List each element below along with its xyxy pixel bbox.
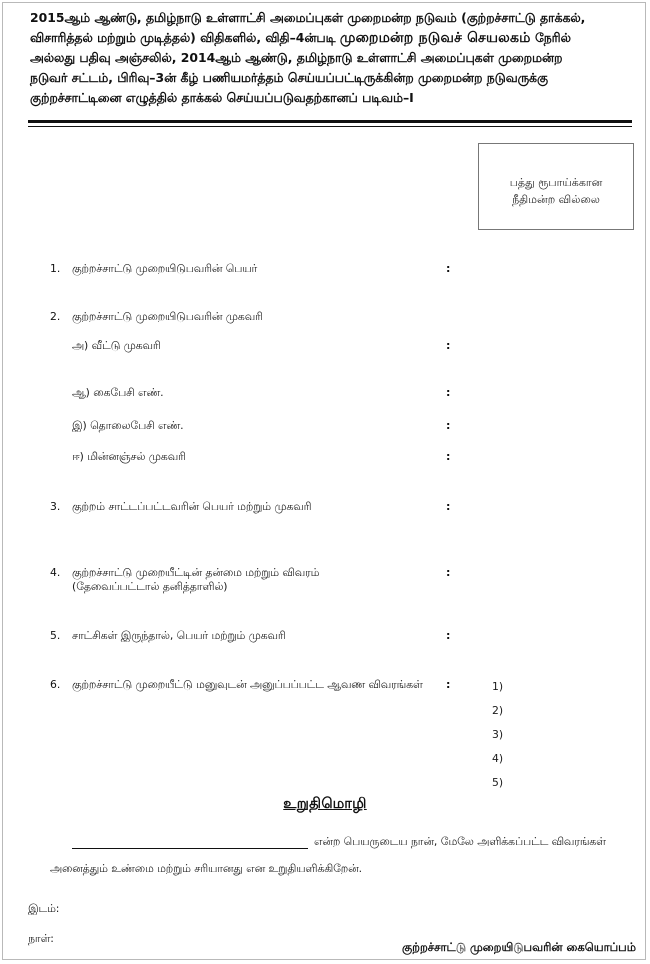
header-line-2: விசாரித்தல் மற்றும் முடித்தல்) விதிகளில், விதி–4ன்படி bbox=[30, 30, 336, 45]
header-line-1: 2015ஆம் ஆண்டு, தமிழ்நாடு உள்ளாட்சி அமைப்புகள் முறைமன்ற நடுவம் (குற்றச்சாட்டு தாக்கல், bbox=[30, 10, 586, 25]
doc-item-1: 1) bbox=[492, 680, 504, 693]
field-5-colon: : bbox=[446, 629, 451, 642]
field-4-label: குற்றச்சாட்டு முறையீட்டின் தன்மை மற்றும் விவரம் bbox=[72, 566, 320, 579]
field-2a-colon: : bbox=[446, 339, 451, 352]
stamp-line-2: நீதிமன்ற வில்லை bbox=[512, 193, 600, 206]
doc-item-3: 3) bbox=[492, 728, 504, 741]
doc-item-5: 5) bbox=[492, 776, 504, 789]
place-label: இடம்: bbox=[28, 902, 60, 915]
field-2d-colon: : bbox=[446, 450, 451, 463]
doc-item-2: 2) bbox=[492, 704, 504, 717]
field-2b-label: ஆ) கைபேசி எண். bbox=[72, 386, 164, 399]
field-2-number: 2. bbox=[50, 310, 61, 323]
header-line-2-tail: நேரில் bbox=[534, 30, 571, 45]
name-blank-line[interactable] bbox=[72, 848, 308, 849]
field-5-label: சாட்சிகள் இருந்தால், பெயர் மற்றும் முகவரி bbox=[72, 629, 286, 642]
court-stamp-box bbox=[478, 143, 634, 230]
field-2-label: குற்றச்சாட்டு முறையிடுபவரின் முகவரி bbox=[72, 310, 263, 323]
header-line-4: நடுவர் சட்டம், பிரிவு–3ன் கீழ் பணியமர்த்தம் செய்யப்பட்டிருக்கின்ற முறைமன்ற நடுவருக்கு bbox=[30, 70, 548, 85]
field-3-number: 3. bbox=[50, 500, 61, 513]
field-4-colon: : bbox=[446, 566, 451, 579]
field-4-sublabel: (தேவைப்பட்டால் தனித்தாளில்) bbox=[72, 580, 228, 593]
field-4-number: 4. bbox=[50, 566, 61, 579]
field-3-colon: : bbox=[446, 500, 451, 513]
declaration-line-1: என்ற பெயருடைய நான், மேலே அளிக்கப்பட்ட விவரங்கள் bbox=[314, 835, 606, 848]
field-2c-label: இ) தொலைபேசி எண். bbox=[72, 419, 184, 432]
header-highlight: முறைமன்ற நடுவச் செயலகம் bbox=[339, 30, 531, 46]
form-header bbox=[30, 8, 630, 108]
field-2d-label: ஈ) மின்னஞ்சல் முகவரி bbox=[72, 450, 186, 463]
date-label: நாள்: bbox=[28, 932, 54, 945]
signature-label: குற்றச்சாட்டு முறையிடுபவரின் கையொப்பம் bbox=[402, 940, 636, 954]
field-6-number: 6. bbox=[50, 678, 61, 691]
field-2c-colon: : bbox=[446, 419, 451, 432]
declaration-line-2: அனைத்தும் உண்மை மற்றும் சரியானது என உறுதியளிக்கிறேன். bbox=[50, 862, 363, 875]
header-rule-thin bbox=[28, 126, 632, 127]
header-rule-thick bbox=[28, 120, 632, 123]
declaration-title: உறுதிமொழி bbox=[283, 796, 367, 812]
field-2a-label: அ) வீட்டு முகவரி bbox=[72, 339, 161, 352]
doc-item-4: 4) bbox=[492, 752, 504, 765]
field-2b-colon: : bbox=[446, 386, 451, 399]
field-6-colon: : bbox=[446, 678, 451, 691]
field-1-number: 1. bbox=[50, 262, 61, 275]
field-6-label: குற்றச்சாட்டு முறையீட்டு மனுவுடன் அனுப்பப்பட்ட ஆவண விவரங்கள் bbox=[72, 678, 423, 691]
stamp-line-1: பத்து ரூபாய்க்கான bbox=[509, 176, 603, 189]
field-1-label: குற்றச்சாட்டு முறையிடுபவரின் பெயர் bbox=[72, 262, 258, 275]
field-1-colon: : bbox=[446, 262, 451, 275]
field-5-number: 5. bbox=[50, 629, 61, 642]
header-line-5: குற்றச்சாட்டினை எழுத்தில் தாக்கல் செய்யப்படுவதற்கானப் படிவம்–I bbox=[30, 90, 414, 105]
header-line-3: அல்லது பதிவு அஞ்சலில், 2014ஆம் ஆண்டு, தமிழ்நாடு உள்ளாட்சி அமைப்புகள் முறைமன்ற bbox=[30, 50, 563, 65]
field-3-label: குற்றம் சாட்டப்பட்டவரின் பெயர் மற்றும் முகவரி bbox=[72, 500, 312, 513]
